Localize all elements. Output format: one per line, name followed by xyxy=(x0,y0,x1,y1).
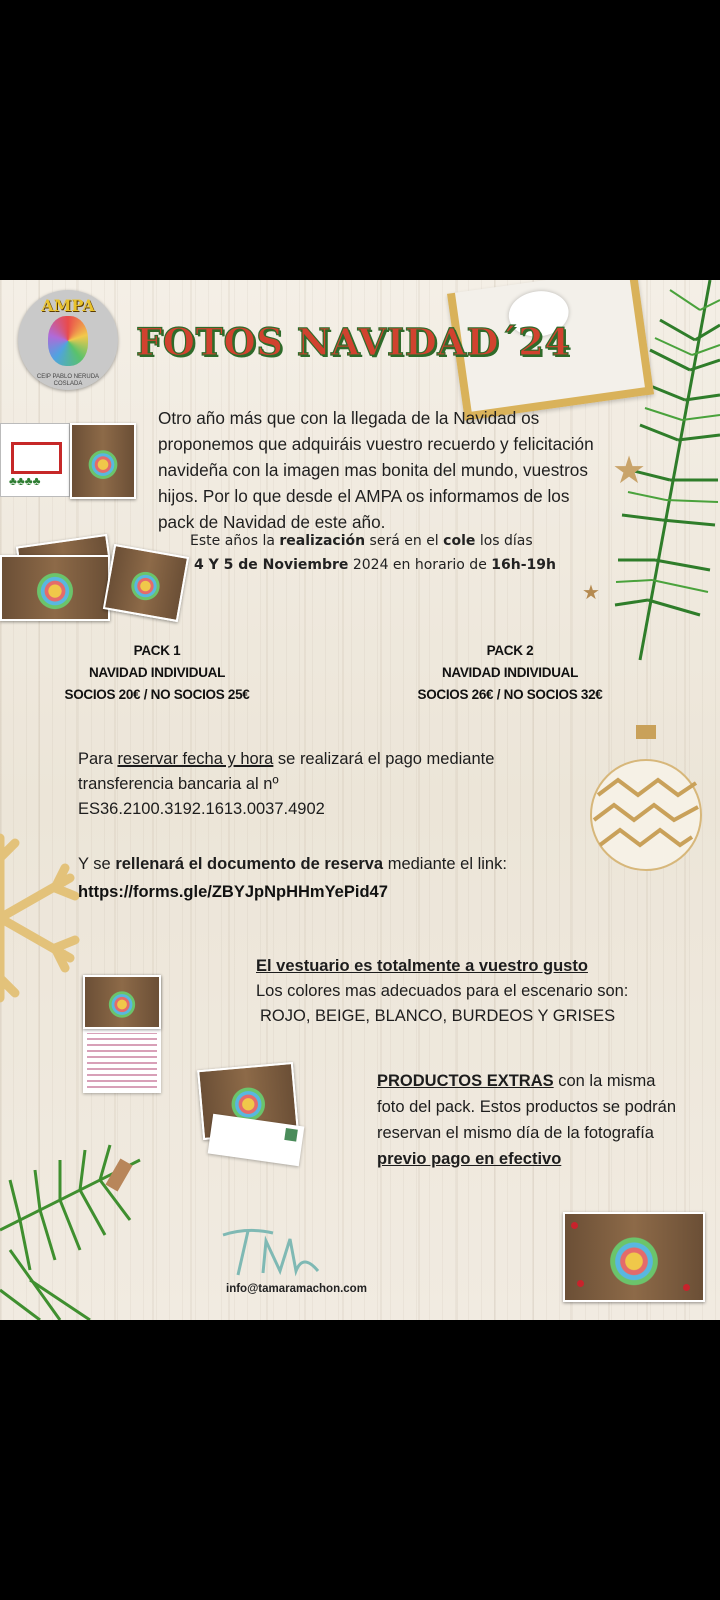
wardrobe-section xyxy=(256,954,676,1029)
sample-photo-3 xyxy=(0,555,110,621)
pack-2-type: NAVIDAD INDIVIDUAL xyxy=(441,665,579,680)
reservation-doc-text: Y se rellenará el documento de reserva mediante el link: xyxy=(78,855,507,873)
pack-2-price: SOCIOS 26€ / NO SOCIOS 32€ xyxy=(417,687,603,702)
wardrobe-body: Los colores mas adecuados para el escenario son: xyxy=(256,982,629,1000)
intro-text: Otro año más que con la llegada de la Navidad os proponemos que adquiráis vuestro recuerdo y felicitación navideña con la imagen mas bonita del mundo, vuestros hijos. Por lo que desde el AMPA os informamos de los pack de Navidad de este año. xyxy=(158,408,594,532)
wardrobe-title: El vestuario es totalmente a vuestro gusto xyxy=(256,957,588,975)
pack-1 xyxy=(22,640,292,706)
logo-title: AMPA xyxy=(41,296,95,315)
wardrobe-colors: ROJO, BEIGE, BLANCO, BURDEOS Y GRISES xyxy=(260,1007,616,1025)
logo-subtitle-1: CEIP PABLO NERUDA xyxy=(36,374,100,380)
pack-1-price: SOCIOS 20€ / NO SOCIOS 25€ xyxy=(64,687,250,702)
pack-1-name: PACK 1 xyxy=(133,643,181,658)
reserve-text: Para reservar fecha y hora se realizará el pago mediante transferencia bancaria al nº ES36.2100.3192.1613.0037.4902 xyxy=(78,750,495,818)
pine-branch-bottom-left xyxy=(0,1120,150,1320)
christmas-poster xyxy=(0,280,720,1320)
pack-1-type: NAVIDAD INDIVIDUAL xyxy=(88,665,226,680)
dates-line-1: Este años la realización será en el cole los días xyxy=(190,533,533,549)
elf-figures-icon: ♣♣♣♣ xyxy=(9,474,41,488)
contact-email[interactable]: info@tamaramachon.com xyxy=(226,1283,367,1295)
sample-photo-4 xyxy=(103,544,189,622)
logo-subtitle-2: COSLADA xyxy=(53,381,83,387)
pack-2-name: PACK 2 xyxy=(486,643,534,658)
sample-photo-1 xyxy=(70,423,136,499)
monster-mascot-image xyxy=(48,316,88,366)
dates-line-2: 4 Y 5 de Noviembre 2024 en horario de 16h-19h xyxy=(194,557,556,573)
sample-photo-bottom xyxy=(563,1212,705,1302)
sample-card-image xyxy=(0,423,70,497)
stamp-icon xyxy=(284,1128,298,1142)
calendar-product-image xyxy=(83,975,161,1093)
gold-ornament-ball xyxy=(588,725,708,885)
iban-number: ES36.2100.3192.1613.0037.4902 xyxy=(78,800,325,818)
photographer-signature-logo xyxy=(218,1223,333,1278)
poster-title: FOTOS NAVIDAD´24 xyxy=(136,320,571,364)
reservation-link[interactable]: https://forms.gle/ZBYJpNpHHmYePid47 xyxy=(78,883,388,901)
calendar-grid xyxy=(87,1033,157,1088)
extra-products-text: PRODUCTOS EXTRAS con la misma foto del pack. Estos productos se podrán reservan el mismo día de la fotografía previo pago en efectivo xyxy=(377,1072,677,1168)
pack-2 xyxy=(375,640,645,706)
star-ornament-icon: ★ xyxy=(612,450,647,492)
ampa-logo xyxy=(18,290,118,390)
snowflake-icon xyxy=(0,828,80,1008)
small-star-icon: ★ xyxy=(582,582,600,604)
